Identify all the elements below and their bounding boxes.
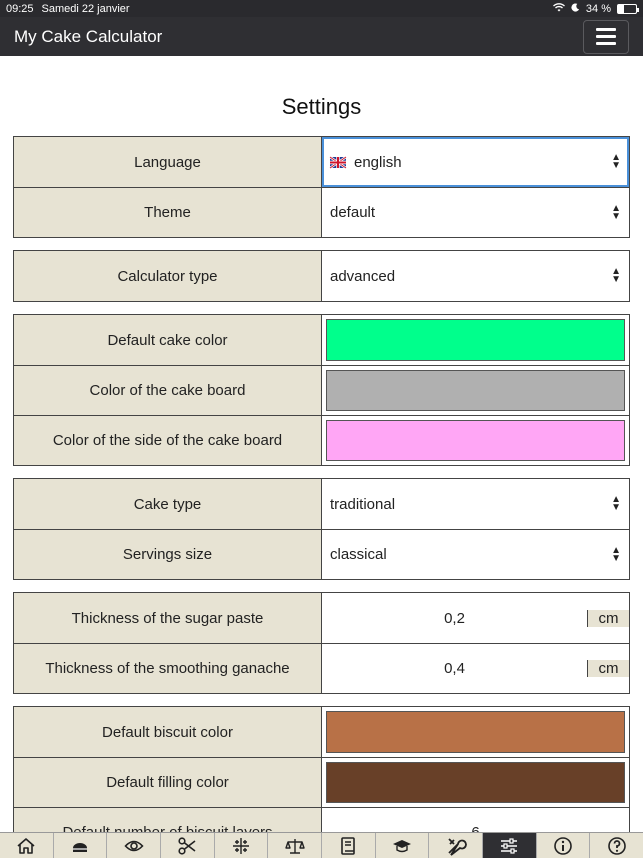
setting-label: Calculator type	[14, 251, 322, 301]
hamburger-menu-icon	[596, 28, 616, 31]
hamburger-menu-icon-bar	[596, 35, 616, 38]
cake-icon	[70, 836, 90, 856]
uk-flag-icon	[330, 157, 346, 168]
group-cake	[13, 478, 630, 580]
tab-recipes[interactable]	[322, 833, 376, 858]
select-arrows-icon: ▲ ▼	[611, 202, 621, 222]
tab-info[interactable]	[537, 833, 591, 858]
setting-row-board-side-color	[14, 415, 629, 465]
board-color-picker[interactable]	[322, 366, 629, 415]
battery-icon	[617, 4, 637, 14]
info-icon	[553, 836, 573, 856]
servings-size-value: classical	[330, 546, 387, 563]
group-calculator	[13, 250, 630, 302]
setting-label: Servings size	[14, 530, 322, 579]
sugar-paste-thickness-input[interactable]: 0,2	[444, 609, 465, 627]
setting-row-calculator-type	[14, 251, 629, 301]
setting-label: Language	[14, 137, 322, 187]
setting-row-cake-color	[14, 315, 629, 365]
scale-icon	[285, 836, 305, 856]
setting-label: Default biscuit color	[14, 707, 322, 757]
tab-home[interactable]	[0, 833, 54, 858]
battery-percent: 34 %	[585, 2, 611, 15]
scissors-icon	[177, 836, 197, 856]
book-icon	[338, 836, 358, 856]
setting-row-biscuit-color	[14, 707, 629, 757]
theme-select[interactable]	[322, 188, 629, 237]
tab-cake[interactable]	[54, 833, 108, 858]
color-swatch[interactable]	[326, 762, 625, 803]
status-time: 09:25	[6, 2, 34, 15]
tab-measure[interactable]	[215, 833, 269, 858]
help-icon	[607, 836, 627, 856]
select-arrows-icon: ▲ ▼	[611, 152, 621, 171]
moon-icon	[571, 3, 580, 15]
tab-tools[interactable]	[429, 833, 483, 858]
color-swatch[interactable]	[326, 711, 625, 753]
setting-row-board-color	[14, 365, 629, 415]
setting-label: Default filling color	[14, 758, 322, 807]
group-thickness	[13, 592, 630, 694]
page-title: Settings	[281, 94, 362, 119]
color-swatch[interactable]	[326, 420, 625, 461]
app-title: My Cake Calculator	[14, 26, 163, 46]
ganache-thickness-input[interactable]: 0,4	[444, 660, 465, 677]
color-swatch[interactable]	[326, 370, 625, 411]
hamburger-menu-button[interactable]	[583, 20, 629, 54]
tab-cut[interactable]	[161, 833, 215, 858]
unit-label: cm	[587, 610, 629, 627]
status-bar	[0, 0, 643, 17]
calculator-type-value: advanced	[330, 267, 396, 285]
setting-label: Color of the cake board	[14, 366, 322, 415]
tab-settings[interactable]	[483, 833, 537, 858]
language-select[interactable]	[322, 137, 629, 187]
select-arrows-icon: ▲ ▼	[611, 544, 621, 564]
cake-color-picker[interactable]	[322, 315, 629, 365]
ruler-icon	[231, 836, 251, 856]
tab-learn[interactable]	[376, 833, 430, 858]
bottom-tab-bar	[0, 832, 643, 858]
status-date: Samedi 22 janvier	[41, 2, 130, 15]
setting-label: Thickness of the smoothing ganache	[14, 644, 322, 693]
calculator-type-select[interactable]	[322, 251, 629, 301]
tab-weigh[interactable]	[268, 833, 322, 858]
settings-content[interactable]	[0, 56, 643, 832]
unit-label: cm	[587, 660, 629, 677]
setting-row-sugar-paste-thickness	[14, 593, 629, 643]
setting-label: Default cake color	[14, 315, 322, 365]
tab-help[interactable]	[590, 833, 643, 858]
setting-label: Thickness of the sugar paste	[14, 593, 322, 643]
setting-row-ganache-thickness	[14, 643, 629, 693]
setting-row-language	[14, 137, 629, 187]
eye-icon	[124, 836, 144, 856]
hamburger-menu-icon-bar	[596, 42, 616, 45]
cake-type-value: traditional	[330, 495, 396, 513]
tab-view[interactable]	[107, 833, 161, 858]
sugar-paste-thickness-cell	[322, 593, 629, 643]
home-icon	[16, 836, 36, 856]
setting-label: Color of the side of the cake board	[14, 416, 322, 465]
graduation-cap-icon	[392, 836, 412, 856]
setting-label: Theme	[14, 188, 322, 237]
cake-type-select[interactable]	[322, 479, 629, 529]
select-arrows-icon: ▲ ▼	[611, 266, 621, 285]
ganache-thickness-cell	[322, 644, 629, 693]
group-general	[13, 136, 630, 238]
setting-label: Cake type	[14, 479, 322, 529]
tools-icon	[446, 836, 466, 856]
setting-row-filling-color	[14, 757, 629, 807]
battery-fill	[618, 5, 624, 13]
filling-color-picker[interactable]	[322, 758, 629, 807]
biscuit-color-picker[interactable]	[322, 707, 629, 757]
servings-size-select[interactable]	[322, 530, 629, 579]
setting-row-servings-size	[14, 529, 629, 579]
app-navbar	[0, 17, 643, 56]
sliders-icon	[499, 836, 519, 856]
board-side-color-picker[interactable]	[322, 416, 629, 465]
wifi-icon	[553, 3, 565, 15]
language-value: english	[354, 153, 402, 171]
group-colors	[13, 314, 630, 466]
color-swatch[interactable]	[326, 319, 625, 361]
setting-row-theme	[14, 187, 629, 237]
theme-value: default	[330, 204, 376, 221]
select-arrows-icon: ▲ ▼	[611, 494, 621, 513]
setting-row-cake-type	[14, 479, 629, 529]
